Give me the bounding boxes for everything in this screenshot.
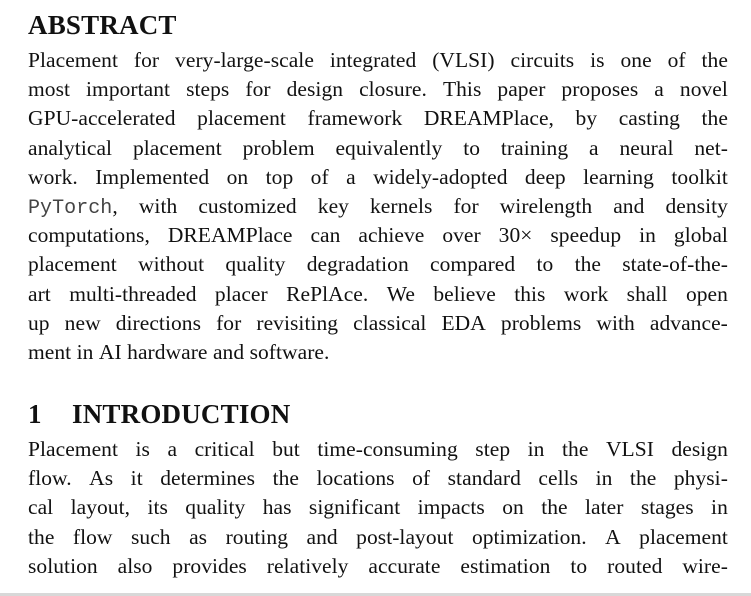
word: new bbox=[64, 310, 101, 335]
word: critical bbox=[194, 437, 255, 462]
word: to bbox=[463, 135, 481, 160]
word: placement bbox=[132, 135, 222, 160]
word: novel bbox=[679, 77, 728, 102]
word: analytical bbox=[28, 135, 113, 160]
abstract-line bbox=[28, 309, 728, 338]
word: has bbox=[262, 495, 292, 520]
word: This bbox=[442, 77, 482, 102]
word: work bbox=[563, 281, 609, 306]
word: top bbox=[265, 164, 294, 189]
word: design bbox=[671, 437, 728, 462]
word: Implemented bbox=[95, 164, 210, 189]
abstract-line bbox=[28, 338, 728, 367]
word: significant bbox=[308, 495, 401, 520]
word: As bbox=[89, 466, 114, 491]
word: of bbox=[667, 48, 686, 72]
intro-line bbox=[28, 435, 728, 464]
word: most bbox=[28, 77, 71, 102]
abstract-line bbox=[28, 192, 728, 221]
abstract-line bbox=[28, 46, 728, 75]
word: optimization. bbox=[471, 524, 587, 549]
word: learning bbox=[583, 164, 654, 189]
word: design bbox=[286, 77, 344, 102]
code-term: PyTorch bbox=[28, 196, 113, 220]
word: EDA bbox=[441, 310, 486, 335]
word: problem bbox=[242, 135, 315, 160]
word: the bbox=[574, 252, 601, 277]
word: a bbox=[346, 164, 356, 189]
word: can bbox=[310, 223, 341, 248]
word: GPU-accelerated bbox=[28, 106, 176, 131]
word: software. bbox=[249, 339, 330, 364]
section-number: 1 bbox=[28, 399, 42, 430]
word: shall bbox=[626, 281, 668, 306]
word: later bbox=[585, 495, 624, 520]
word: time-consuming bbox=[317, 437, 458, 462]
word: the bbox=[272, 466, 299, 491]
word: We bbox=[386, 281, 415, 306]
word: in bbox=[76, 339, 94, 364]
word: a bbox=[589, 135, 599, 160]
word: with bbox=[596, 310, 635, 335]
word: also bbox=[117, 553, 153, 578]
word: post-layout bbox=[356, 524, 454, 549]
word: 30× bbox=[498, 223, 533, 248]
word: proposes bbox=[561, 77, 639, 102]
word: for bbox=[216, 310, 242, 335]
word: the bbox=[541, 495, 568, 520]
word: step bbox=[475, 437, 511, 462]
word: computations, bbox=[28, 223, 150, 248]
word: the bbox=[562, 437, 589, 462]
word: but bbox=[272, 437, 300, 462]
word: a bbox=[654, 77, 664, 102]
word: up bbox=[28, 310, 50, 335]
word: wirelength bbox=[499, 193, 593, 218]
word: in bbox=[639, 223, 656, 248]
word: placement bbox=[197, 106, 286, 131]
word: very-large-scale bbox=[175, 48, 314, 72]
abstract-line bbox=[28, 280, 728, 309]
abstract-line bbox=[28, 163, 728, 192]
word: one bbox=[620, 48, 652, 72]
word: quality bbox=[225, 252, 286, 277]
abstract-heading: ABSTRACT bbox=[28, 10, 177, 40]
word: on bbox=[502, 495, 524, 520]
word: kernels bbox=[370, 193, 433, 218]
word: on bbox=[226, 164, 249, 189]
word: is bbox=[590, 48, 605, 72]
word: this bbox=[514, 281, 546, 306]
word: AI bbox=[98, 339, 122, 364]
word: provides bbox=[172, 553, 247, 578]
word: key bbox=[317, 193, 349, 218]
word: as bbox=[189, 524, 208, 549]
word: multi-threaded bbox=[69, 281, 197, 306]
word: placer bbox=[214, 281, 268, 306]
introduction-body bbox=[28, 435, 728, 581]
word: for bbox=[133, 48, 160, 72]
word: it bbox=[130, 466, 143, 491]
section-title: INTRODUCTION bbox=[72, 399, 291, 430]
introduction-heading bbox=[28, 397, 728, 431]
word: in bbox=[711, 495, 728, 520]
word: placement bbox=[28, 252, 117, 277]
word: classical bbox=[353, 310, 427, 335]
word: cal bbox=[28, 495, 54, 520]
word: a bbox=[167, 437, 178, 462]
word: (VLSI) bbox=[432, 48, 495, 72]
word: without bbox=[138, 252, 205, 277]
intro-line bbox=[28, 523, 728, 552]
word: the bbox=[28, 524, 55, 549]
word: neural bbox=[619, 135, 674, 160]
word: framework bbox=[307, 106, 403, 131]
word: believe bbox=[433, 281, 496, 306]
intro-line bbox=[28, 552, 728, 581]
word: equivalently bbox=[335, 135, 443, 160]
word: locations bbox=[316, 466, 395, 491]
word: cells bbox=[538, 466, 579, 491]
word: by bbox=[575, 106, 598, 131]
abstract-line bbox=[28, 250, 728, 279]
word: integrated bbox=[329, 48, 417, 72]
word: in bbox=[595, 466, 613, 491]
abstract-line bbox=[28, 134, 728, 163]
word: stages bbox=[640, 495, 694, 520]
word: compared bbox=[430, 252, 516, 277]
word: and bbox=[613, 193, 645, 218]
word: paper bbox=[497, 77, 546, 102]
word: standard bbox=[447, 466, 521, 491]
word: placement bbox=[639, 524, 728, 549]
word: DREAMPlace bbox=[167, 223, 293, 248]
word: flow. bbox=[28, 466, 72, 491]
paper-page bbox=[28, 8, 728, 581]
word: layout, bbox=[70, 495, 131, 520]
word: impacts bbox=[417, 495, 485, 520]
word: to bbox=[570, 553, 588, 578]
word: A bbox=[605, 524, 621, 549]
word: estimation bbox=[460, 553, 551, 578]
word: global bbox=[673, 223, 728, 248]
abstract-line bbox=[28, 221, 728, 250]
word: in bbox=[527, 437, 545, 462]
word: casting bbox=[618, 106, 680, 131]
word: ment bbox=[28, 339, 72, 364]
intro-line bbox=[28, 493, 728, 522]
word: speedup bbox=[550, 223, 622, 248]
abstract-line bbox=[28, 104, 728, 133]
word: circuits bbox=[510, 48, 575, 72]
word: problems bbox=[500, 310, 582, 335]
word: of bbox=[412, 466, 431, 491]
word: determines bbox=[160, 466, 256, 491]
word: and bbox=[306, 524, 338, 549]
word: for bbox=[453, 193, 479, 218]
word: of bbox=[310, 164, 329, 189]
word: open bbox=[685, 281, 728, 306]
word: hardware bbox=[127, 339, 208, 364]
word: important bbox=[86, 77, 171, 102]
word: routed bbox=[607, 553, 663, 578]
intro-line bbox=[28, 464, 728, 493]
word: the bbox=[629, 466, 657, 491]
word: over bbox=[442, 223, 481, 248]
word: directions bbox=[115, 310, 202, 335]
word: Placement bbox=[28, 48, 118, 72]
word: the bbox=[701, 106, 728, 131]
word: PyTorch, bbox=[28, 193, 118, 220]
word: art bbox=[28, 281, 51, 306]
word: degradation bbox=[306, 252, 409, 277]
word: for bbox=[245, 77, 271, 102]
word: state-of-the- bbox=[622, 252, 728, 277]
word: VLSI bbox=[605, 437, 654, 462]
word: advance- bbox=[649, 310, 728, 335]
word: DREAMPlace, bbox=[423, 106, 554, 131]
word: Placement bbox=[28, 437, 118, 462]
word: flow bbox=[72, 524, 113, 549]
word: steps bbox=[186, 77, 230, 102]
word: its bbox=[147, 495, 168, 520]
word: density bbox=[665, 193, 728, 218]
word: quality bbox=[185, 495, 246, 520]
word: toolkit bbox=[671, 164, 728, 189]
word: deep bbox=[524, 164, 566, 189]
word: is bbox=[135, 437, 150, 462]
word: closure. bbox=[359, 77, 427, 102]
word: relatively bbox=[266, 553, 349, 578]
word: routing bbox=[225, 524, 289, 549]
word: accurate bbox=[368, 553, 441, 578]
word: revisiting bbox=[256, 310, 339, 335]
word: customized bbox=[198, 193, 297, 218]
abstract-line bbox=[28, 75, 728, 104]
word: such bbox=[130, 524, 171, 549]
word: net- bbox=[694, 135, 728, 160]
abstract-body bbox=[28, 46, 728, 367]
word: wire- bbox=[682, 553, 728, 578]
word: achieve bbox=[358, 223, 425, 248]
word: training bbox=[500, 135, 569, 160]
word: solution bbox=[28, 553, 98, 578]
word: widely-adopted bbox=[373, 164, 508, 189]
word: the bbox=[701, 48, 728, 72]
word: RePlAce. bbox=[286, 281, 369, 306]
word: to bbox=[536, 252, 554, 277]
word: work. bbox=[28, 164, 78, 189]
word: and bbox=[212, 339, 245, 364]
word: physi- bbox=[673, 466, 728, 491]
word: with bbox=[138, 193, 178, 218]
